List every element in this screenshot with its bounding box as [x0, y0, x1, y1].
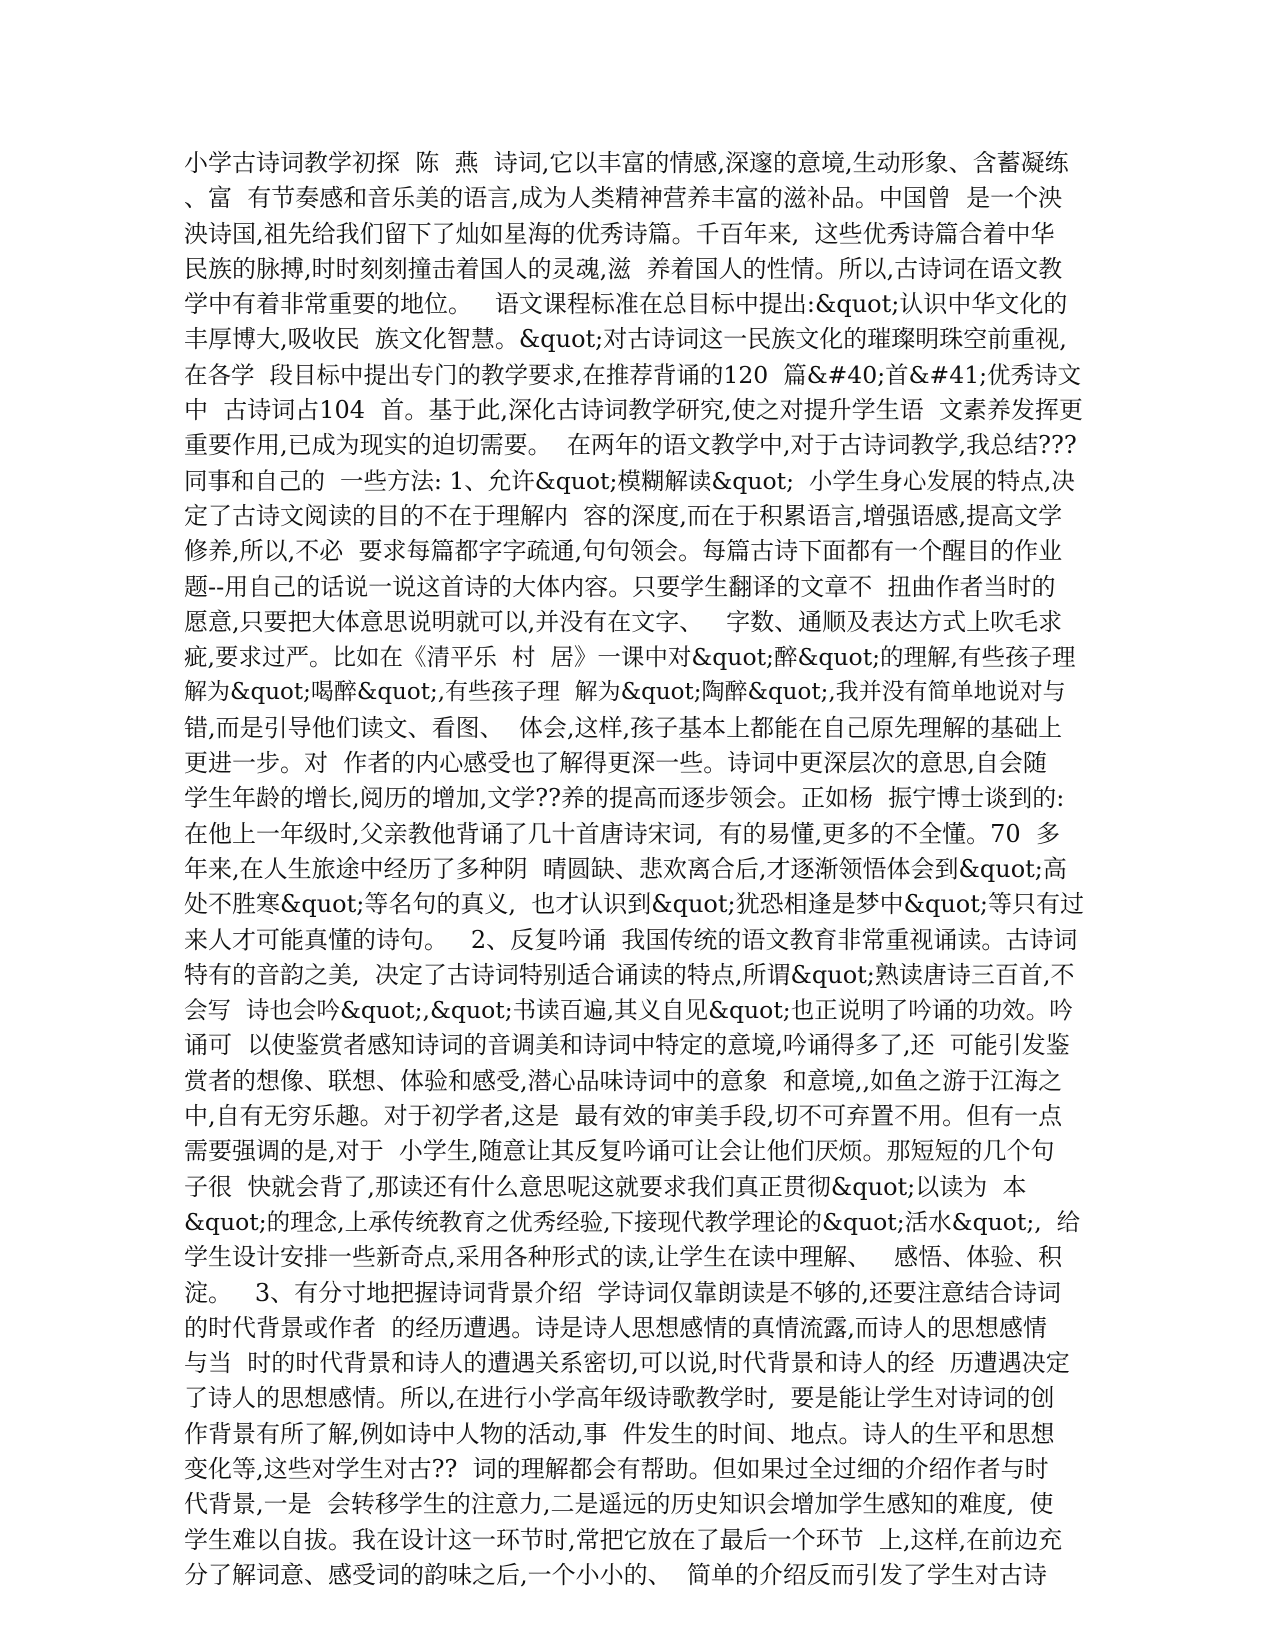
text-line: 解为&quot;喝醉&quot;,有些孩子理 解为&quot;陶醉&quot;,我并没有简单地说对与	[184, 679, 1066, 706]
text-line: 会写 诗也会吟&quot;,&quot;书读百遍,其义自见&quot;也正说明了吟诵的功效。吟	[184, 996, 1073, 1025]
text-line: 学中有着非常重要的地位。 语文课程标准在总目标中提出:&quot;认识中华文化的	[184, 290, 1068, 319]
text-line: 需要强调的是,对于 小学生,随意让其反复吟诵可让会让他们厌烦。那短短的几个句	[184, 1137, 1055, 1166]
text-line: 疵,要求过严。比如在《清平乐 村 居》一课中对&quot;醉&quot;的理解,有些孩子理	[184, 643, 1076, 672]
text-line: 愿意,只要把大体意思说明就可以,并没有在文字、 字数、通顺及表达方式上吹毛求	[184, 607, 1063, 636]
text-line: 子很 快就会背了,那读还有什么意思呢这就要求我们真正贯彻&quot;以读为 本	[184, 1172, 1027, 1201]
text-line: 、富 有节奏感和音乐美的语言,成为人类精神营养丰富的滋补品。中国曾 是一个泱	[184, 184, 1063, 213]
text-line: 淀。 3、有分寸地把握诗词背景介绍 学诗词仅靠朗读是不够的,还要注意结合诗词	[184, 1278, 1062, 1307]
text-line: 在各学 段目标中提出专门的教学要求,在推荐背诵的120 篇&#40;首&#41;优秀诗文	[184, 360, 1082, 389]
text-line: 诵可 以使鉴赏者感知诗词的音调美和诗词中特定的意境,吟诵得多了,还 可能引发鉴	[184, 1031, 1070, 1060]
text-line: &quot;的理念,上承传统教育之优秀经验,下接现代教学理论的&quot;活水&quot;, 给	[184, 1207, 1081, 1236]
text-line: 民族的脉搏,时时刻刻撞击着国人的灵魂,滋 养着国人的性情。所以,古诗词在语文教	[184, 254, 1063, 283]
text-line: 处不胜寒&quot;等名句的真义, 也才认识到&quot;犹恐相逢是梦中&quot;等只有过	[184, 890, 1084, 919]
text-line: 来人才可能真懂的诗句。 2、反复吟诵 我国传统的语文教育非常重视诵读。古诗词	[184, 925, 1078, 954]
text-line: 分了解词意、感受词的韵味之后,一个小小的、 简单的介绍反而引发了学生对古诗	[184, 1560, 1047, 1589]
text-line: 学生难以自拔。我在设计这一环节时,常把它放在了最后一个环节 上,这样,在前边充	[184, 1525, 1063, 1554]
text-line: 小学古诗词教学初探 陈 燕 诗词,它以丰富的情感,深邃的意境,生动形象、含蓄凝练	[184, 149, 1069, 177]
text-line: 赏者的想像、联想、体验和感受,潜心品味诗词中的意象 和意境,,如鱼之游于江海之	[184, 1066, 1063, 1095]
text-line: 同事和自己的 一些方法: 1、允许&quot;模糊解读&quot; 小学生身心发展的特点,决	[184, 466, 1075, 495]
text-line: 泱诗国,祖先给我们留下了灿如星海的优秀诗篇。千百年来, 这些优秀诗篇合着中华	[184, 219, 1055, 248]
text-line: 学生年龄的增长,阅历的增加,文学??养的提高而逐步领会。正如杨 振宁博士谈到的:	[184, 784, 1065, 813]
text-line: 特有的音韵之美, 决定了古诗词特别适合诵读的特点,所谓&quot;熟读唐诗三百首,不	[184, 960, 1075, 989]
text-line: 年来,在人生旅途中经历了多种阴 晴圆缺、悲欢离合后,才逐渐领悟体会到&quot;高	[184, 854, 1067, 883]
text-line: 代背景,一是 会转移学生的注意力,二是遥远的历史知识会增加学生感知的难度, 使	[184, 1490, 1054, 1519]
text-line: 的时代背景或作者 的经历遭遇。诗是诗人思想感情的真情流露,而诗人的思想感情	[184, 1313, 1047, 1342]
text-line: 题--用自己的话说一说这首诗的大体内容。只要学生翻译的文章不 扭曲作者当时的	[184, 572, 1056, 601]
text-line: 学生设计安排一些新奇点,采用各种形式的读,让学生在读中理解、 感悟、体验、积	[184, 1243, 1063, 1272]
text-line: 了诗人的思想感情。所以,在进行小学高年级诗歌教学时, 要是能让学生对诗词的创	[184, 1384, 1055, 1413]
text-line: 更进一步。对 作者的内心感受也了解得更深一些。诗词中更深层次的意思,自会随	[184, 749, 1047, 778]
text-line: 与当 时的时代背景和诗人的遭遇关系密切,可以说,时代背景和诗人的经 历遭遇决定	[184, 1349, 1070, 1378]
text-line: 作背景有所了解,例如诗中人物的活动,事 件发生的时间、地点。诗人的生平和思想	[184, 1419, 1055, 1448]
text-line: 定了古诗文阅读的目的不在于理解内 容的深度,而在于积累语言,增强语感,提高文学	[184, 501, 1063, 530]
body-text	[184, 146, 1084, 1593]
text-line: 重要作用,已成为现实的迫切需要。 在两年的语文教学中,对于古诗词教学,我总结???	[184, 431, 1077, 460]
text-line: 修养,所以,不必 要求每篇都字字疏通,句句领会。每篇古诗下面都有一个醒目的作业	[184, 537, 1063, 566]
text-line: 丰厚博大,吸收民 族文化智慧。&quot;对古诗词这一民族文化的璀璨明珠空前重视,	[184, 325, 1067, 354]
text-line: 变化等,这些对学生对古?? 词的理解都会有帮助。但如果过全过细的介绍作者与时	[184, 1454, 1049, 1483]
text-line: 在他上一年级时,父亲教他背诵了几十首唐诗宋词, 有的易懂,更多的不全懂。70 多	[184, 819, 1060, 848]
text-line: 中,自有无穷乐趣。对于初学者,这是 最有效的审美手段,切不可弃置不用。但有一点	[184, 1102, 1063, 1131]
text-line: 错,而是引导他们读文、看图、 体会,这样,孩子基本上都能在自己原先理解的基础上	[184, 713, 1063, 742]
text-line: 中 古诗词占104 首。基于此,深化古诗词教学研究,使之对提升学生语 文素养发挥更	[184, 396, 1083, 425]
